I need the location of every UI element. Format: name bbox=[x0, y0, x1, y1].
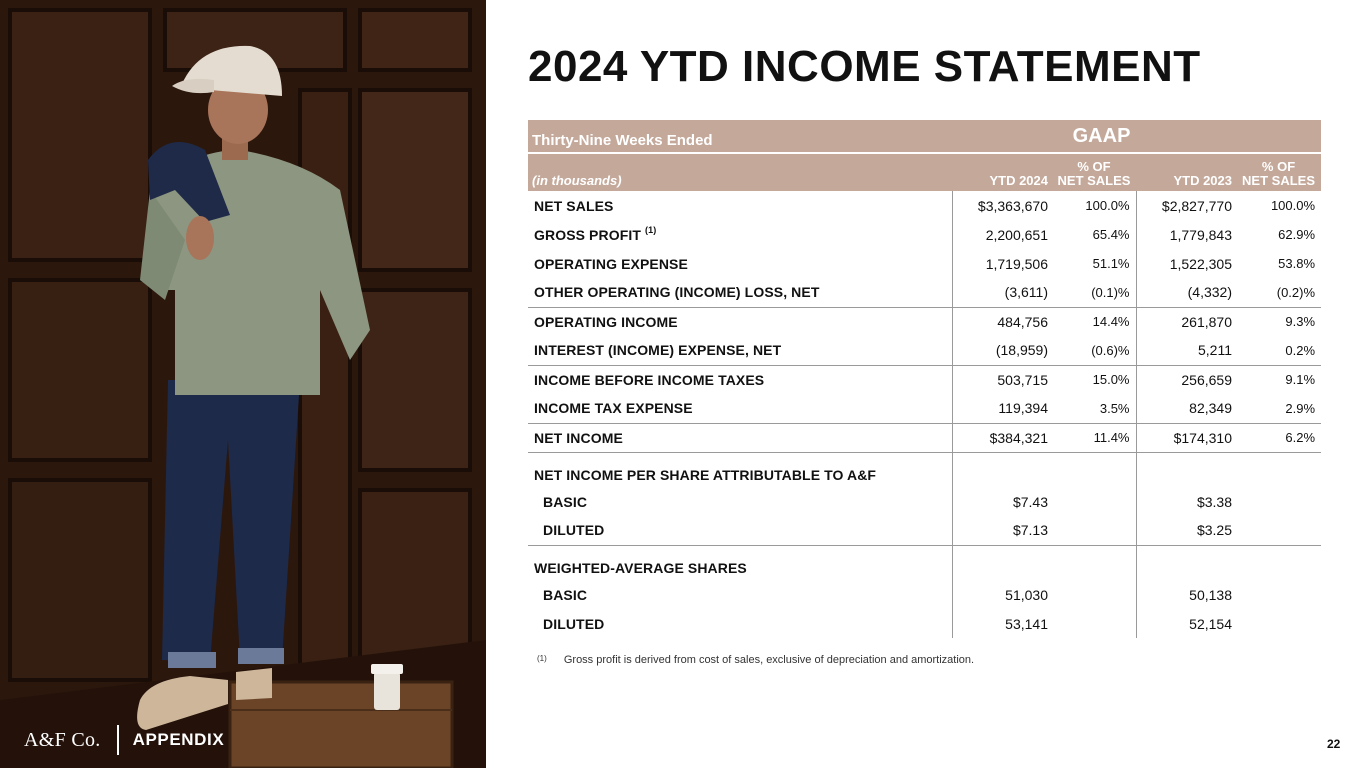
value-2024: (18,959) bbox=[952, 336, 1052, 365]
value-2024: $7.43 bbox=[952, 487, 1052, 516]
value-2023: 256,659 bbox=[1136, 365, 1236, 394]
page-number: 22 bbox=[1327, 737, 1341, 751]
brand-divider bbox=[117, 725, 119, 755]
pct-2023: 100.0% bbox=[1270, 198, 1316, 213]
value-2024: 119,394 bbox=[952, 394, 1052, 423]
row-label: DILUTED bbox=[528, 516, 952, 545]
table-row-eps-basic bbox=[528, 487, 1321, 516]
table-row-operating-expense bbox=[528, 249, 1321, 278]
value-2024: $384,321 bbox=[952, 423, 1052, 452]
value-2023: 82,349 bbox=[1136, 394, 1236, 423]
table-row-other-operating bbox=[528, 278, 1321, 307]
col-pct-2024-line2: NET SALES bbox=[1057, 173, 1131, 188]
col-ytd-2023: YTD 2023 bbox=[1136, 153, 1236, 191]
pct-2023: 6.2% bbox=[1236, 423, 1321, 452]
pct-2024: 100.0% bbox=[1085, 198, 1130, 213]
gaap-label: GAAP bbox=[952, 120, 1321, 153]
footnote-mark: (1) bbox=[537, 654, 547, 663]
value-2023: $174,310 bbox=[1136, 423, 1236, 452]
col-pct-2024-line1: % OF bbox=[1077, 159, 1111, 174]
pct-2024: 3.5% bbox=[1099, 400, 1130, 416]
row-label: NET INCOME bbox=[528, 423, 952, 452]
value-2024: (3,611) bbox=[952, 278, 1052, 307]
value-2023: 261,870 bbox=[1136, 307, 1236, 336]
col-pct-2023-line1: % OF bbox=[1261, 159, 1296, 174]
photo-illustration bbox=[0, 0, 486, 768]
empty-cell bbox=[1236, 487, 1321, 516]
pct-2023: 62.9% bbox=[1278, 227, 1316, 242]
pct-2023: 53.8% bbox=[1278, 256, 1316, 271]
value-2023: $3.25 bbox=[1136, 516, 1236, 545]
units-label: (in thousands) bbox=[528, 153, 952, 191]
table-row-net-income bbox=[528, 423, 1321, 452]
income-statement-table bbox=[528, 120, 1321, 638]
value-2023: 1,522,305 bbox=[1136, 249, 1236, 278]
empty-cell bbox=[1236, 580, 1321, 609]
shares-heading: WEIGHTED-AVERAGE SHARES bbox=[534, 560, 747, 576]
col-pct-2023-line2: NET SALES bbox=[1242, 173, 1315, 188]
row-label bbox=[528, 220, 952, 249]
col-pct-2023 bbox=[1236, 153, 1321, 191]
table-row-eps-diluted bbox=[528, 516, 1321, 545]
af-co-logo: A&F Co. bbox=[24, 728, 101, 751]
row-label: INTEREST (INCOME) EXPENSE, NET bbox=[534, 342, 782, 359]
pct-2024: (0.6)% bbox=[1091, 342, 1130, 358]
section-label: APPENDIX bbox=[132, 730, 225, 749]
row-label: OPERATING INCOME bbox=[528, 307, 952, 336]
table-row-interest bbox=[528, 336, 1321, 365]
pct-2023: 2.9% bbox=[1285, 400, 1316, 416]
value-2024: 53,141 bbox=[952, 609, 1052, 638]
brand-footer bbox=[24, 724, 224, 756]
value-2024: 1,719,506 bbox=[952, 249, 1052, 278]
empty-cell bbox=[1236, 516, 1321, 545]
income-statement-table-wrap bbox=[528, 120, 1321, 638]
row-label: DILUTED bbox=[543, 615, 605, 632]
pct-2024: 15.0% bbox=[1052, 365, 1136, 394]
row-label: BASIC bbox=[543, 493, 588, 510]
table-row-shares-basic bbox=[528, 580, 1321, 609]
pct-2023: (0.2)% bbox=[1276, 284, 1316, 300]
empty-cell bbox=[952, 545, 1052, 580]
table-row-eps-heading bbox=[528, 452, 1321, 487]
value-2023: 50,138 bbox=[1136, 580, 1236, 609]
value-2024: 51,030 bbox=[952, 580, 1052, 609]
empty-cell bbox=[1052, 580, 1136, 609]
table-row-income-tax bbox=[528, 394, 1321, 423]
empty-cell bbox=[1136, 452, 1236, 487]
empty-cell bbox=[1052, 452, 1136, 487]
row-label: OPERATING EXPENSE bbox=[534, 255, 688, 272]
eps-heading: NET INCOME PER SHARE ATTRIBUTABLE TO A&F bbox=[534, 467, 877, 483]
value-2024: 484,756 bbox=[952, 307, 1052, 336]
col-ytd-2024: YTD 2024 bbox=[952, 153, 1052, 191]
model-photo bbox=[0, 0, 486, 768]
value-2024: $3,363,670 bbox=[952, 191, 1052, 220]
value-2023: 52,154 bbox=[1136, 609, 1236, 638]
row-label: BASIC bbox=[543, 586, 588, 603]
table-row-net-sales bbox=[528, 191, 1321, 220]
pct-2024: 11.4% bbox=[1052, 423, 1136, 452]
page-title: 2024 YTD INCOME STATEMENT bbox=[528, 42, 1201, 91]
table-row-shares-heading bbox=[528, 545, 1321, 580]
pct-2024: (0.1)% bbox=[1091, 284, 1130, 300]
empty-cell bbox=[1052, 545, 1136, 580]
header-row-columns bbox=[528, 153, 1321, 191]
table-row-shares-diluted bbox=[528, 609, 1321, 638]
value-2023: $2,827,770 bbox=[1136, 191, 1236, 220]
empty-cell bbox=[1236, 609, 1321, 638]
value-2024: 2,200,651 bbox=[952, 220, 1052, 249]
value-2023: 5,211 bbox=[1136, 336, 1236, 365]
footnote bbox=[537, 654, 974, 666]
value-2024: 503,715 bbox=[952, 365, 1052, 394]
pct-2023: 0.2% bbox=[1285, 342, 1316, 358]
empty-cell bbox=[1236, 452, 1321, 487]
empty-cell bbox=[1136, 545, 1236, 580]
period-label: Thirty-Nine Weeks Ended bbox=[528, 120, 952, 153]
table-row-gross-profit bbox=[528, 220, 1321, 249]
empty-cell bbox=[1236, 545, 1321, 580]
row-label: INCOME TAX EXPENSE bbox=[534, 400, 693, 417]
footnote-ref: (1) bbox=[645, 224, 657, 235]
value-2023: 1,779,843 bbox=[1136, 220, 1236, 249]
value-2023: $3.38 bbox=[1136, 487, 1236, 516]
value-2023: (4,332) bbox=[1136, 278, 1236, 307]
footnote-text: Gross profit is derived from cost of sales, exclusive of depreciation and amortization. bbox=[563, 654, 975, 666]
row-label-text: GROSS PROFIT bbox=[534, 226, 641, 243]
pct-2024: 51.1% bbox=[1092, 256, 1130, 271]
header-row-period bbox=[528, 120, 1321, 153]
pct-2024: 14.4% bbox=[1052, 307, 1136, 336]
row-label: OTHER OPERATING (INCOME) LOSS, NET bbox=[534, 284, 820, 301]
empty-cell bbox=[1052, 609, 1136, 638]
row-label: INCOME BEFORE INCOME TAXES bbox=[528, 365, 952, 394]
empty-cell bbox=[1052, 516, 1136, 545]
empty-cell bbox=[952, 452, 1052, 487]
table-row-income-before-taxes bbox=[528, 365, 1321, 394]
row-label: NET SALES bbox=[534, 197, 614, 214]
value-2024: $7.13 bbox=[952, 516, 1052, 545]
col-pct-2024 bbox=[1052, 153, 1136, 191]
pct-2023: 9.1% bbox=[1236, 365, 1321, 394]
table-row-operating-income bbox=[528, 307, 1321, 336]
empty-cell bbox=[1052, 487, 1136, 516]
pct-2023: 9.3% bbox=[1236, 307, 1321, 336]
pct-2024: 65.4% bbox=[1092, 227, 1130, 242]
